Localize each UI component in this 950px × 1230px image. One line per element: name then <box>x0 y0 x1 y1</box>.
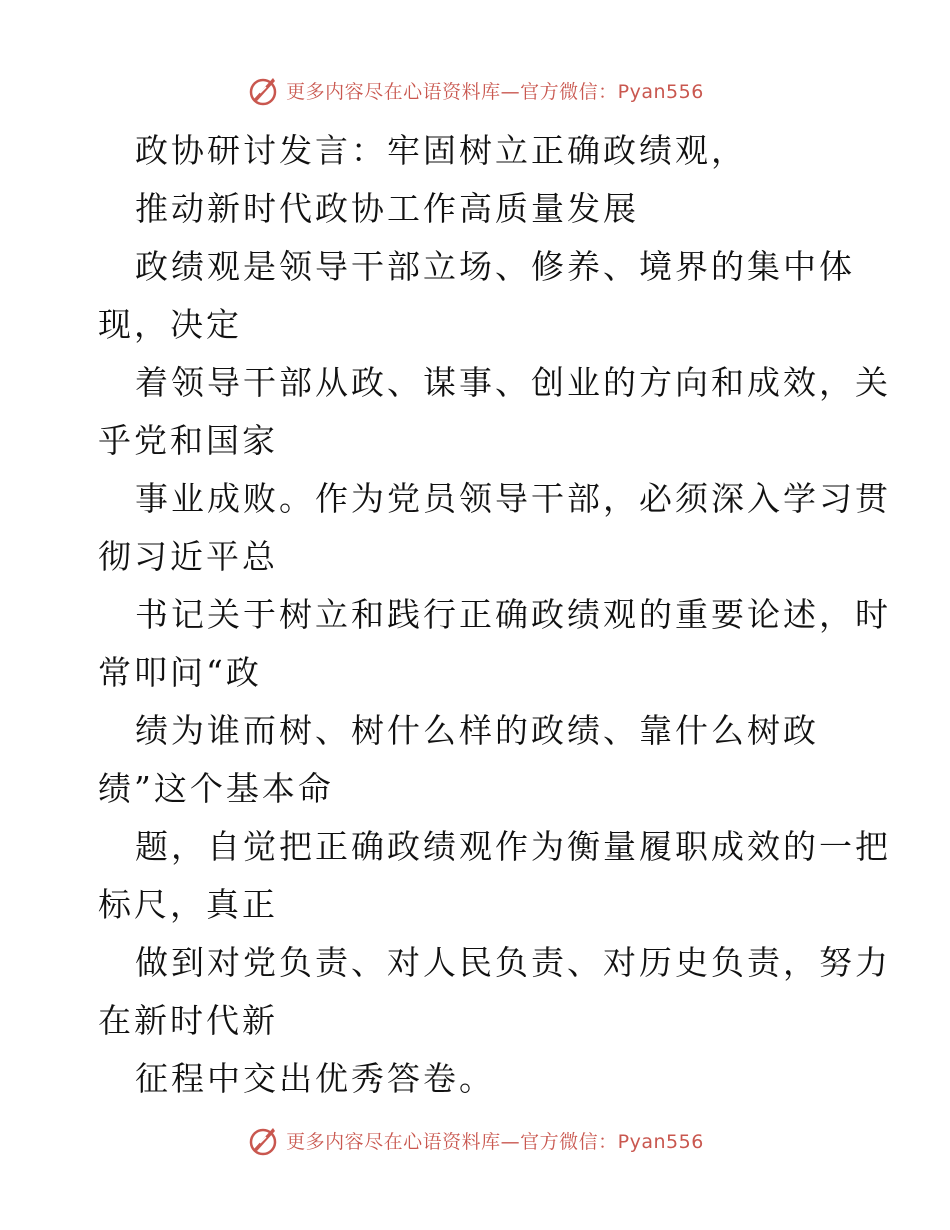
header-banner <box>0 70 950 110</box>
paragraph-line: 常叩问“政 <box>98 653 262 692</box>
paragraph-line: 标尺，真正 <box>98 885 278 924</box>
document-body <box>98 122 891 1108</box>
paragraph-line: 绩”这个基本命 <box>98 769 334 808</box>
paragraph-line: 在新时代新 <box>98 1001 278 1040</box>
quill-pen-logo-icon <box>246 1123 280 1157</box>
paragraph-line: 政绩观是领导干部立场、修养、境界的集中体 <box>135 247 855 286</box>
paragraph-line: 书记关于树立和践行正确政绩观的重要论述，时 <box>135 595 891 634</box>
paragraph-line: 做到对党负责、对人民负责、对历史负责，努力 <box>135 943 891 982</box>
quill-pen-logo-icon <box>246 73 280 107</box>
header-banner-text: 更多内容尽在心语资料库—官方微信：Pyan556 <box>286 80 704 103</box>
paragraph-line: 彻习近平总 <box>98 537 278 576</box>
paragraph-line: 着领导干部从政、谋事、创业的方向和成效，关 <box>135 363 891 402</box>
footer-banner-text: 更多内容尽在心语资料库—官方微信：Pyan556 <box>286 1130 704 1153</box>
paragraph-line: 乎党和国家 <box>98 421 278 460</box>
document-title-line-2: 推动新时代政协工作高质量发展 <box>135 189 639 228</box>
paragraph-line: 题，自觉把正确政绩观作为衡量履职成效的一把 <box>135 827 891 866</box>
document-title-line-1: 政协研讨发言：牢固树立正确政绩观， <box>135 131 747 170</box>
paragraph-line: 现，决定 <box>98 305 242 344</box>
paragraph-line: 事业成败。作为党员领导干部，必须深入学习贯 <box>135 479 891 518</box>
footer-banner <box>0 1120 950 1160</box>
paragraph-line: 绩为谁而树、树什么样的政绩、靠什么树政 <box>135 711 819 750</box>
paragraph-line: 征程中交出优秀答卷。 <box>135 1059 495 1098</box>
